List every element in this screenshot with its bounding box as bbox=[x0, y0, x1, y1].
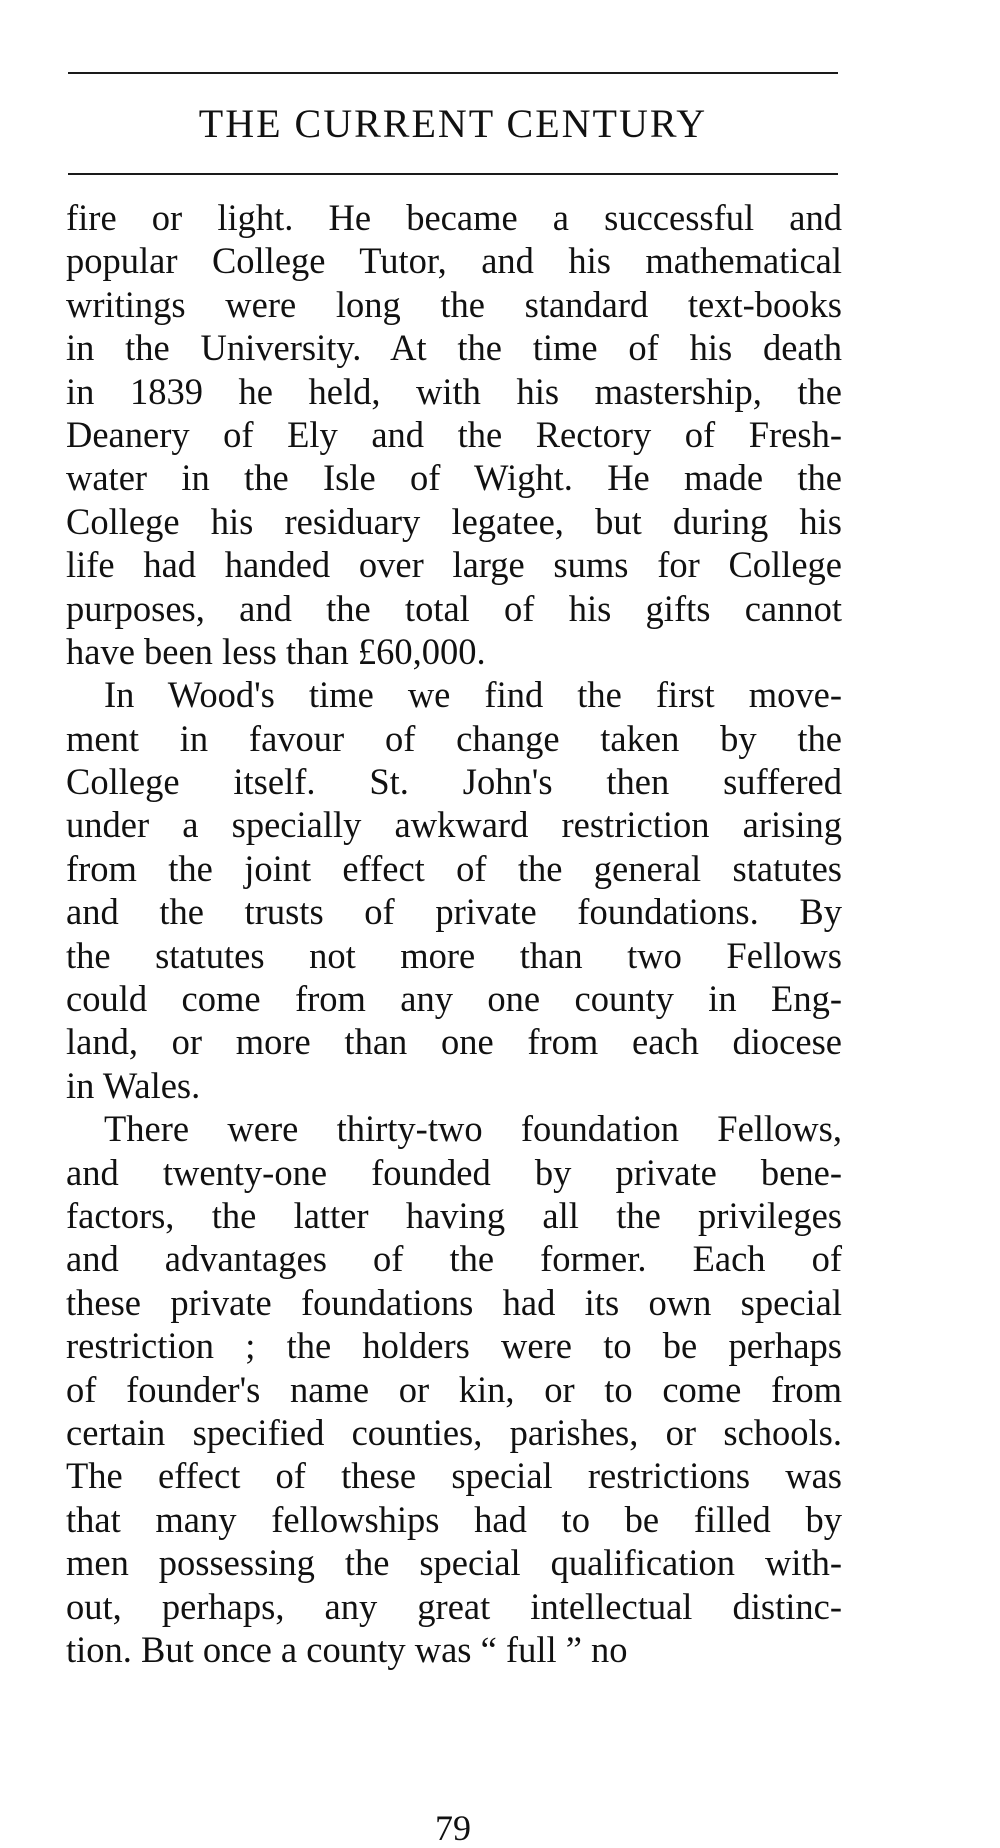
text-line: popular College Tutor, and his mathematical bbox=[66, 240, 842, 282]
text-line: ment in favour of change taken by the bbox=[66, 717, 842, 759]
header-rule-top bbox=[68, 72, 838, 74]
running-head: THE CURRENT CENTURY bbox=[198, 101, 708, 146]
text-line: tion. But once a county was “ full ” no bbox=[66, 1628, 628, 1670]
paragraph bbox=[66, 673, 842, 1107]
text-line: water in the Isle of Wight. He made the bbox=[66, 457, 842, 499]
text-line: out, perhaps, any great intellectual distinc- bbox=[66, 1585, 842, 1627]
text-line: from the joint effect of the general statutes bbox=[66, 847, 842, 889]
text-line: College his residuary legatee, but during his bbox=[66, 500, 842, 542]
page-number: 79 bbox=[435, 1808, 471, 1848]
header-rule-bottom bbox=[68, 173, 838, 175]
text-line: that many fellowships had to be filled by bbox=[66, 1498, 842, 1540]
text-line: fire or light. He became a successful and bbox=[66, 197, 842, 238]
text-line: land, or more than one from each diocese bbox=[66, 1021, 842, 1063]
paragraph bbox=[66, 196, 842, 673]
text-line: in Wales. bbox=[66, 1064, 201, 1106]
text-line: under a specially awkward restriction arising bbox=[66, 804, 842, 846]
text-line: have been less than £60,000. bbox=[66, 630, 486, 672]
text-line: men possessing the special qualification with- bbox=[66, 1542, 842, 1584]
text-line: In Wood's time we find the first move- bbox=[104, 674, 842, 716]
text-line: could come from any one county in Eng- bbox=[66, 978, 842, 1020]
text-line: College itself. St. John's then suffered bbox=[66, 761, 842, 803]
text-line: in 1839 he held, with his mastership, the bbox=[66, 370, 842, 412]
text-line: in the University. At the time of his death bbox=[66, 327, 842, 369]
text-line: and the trusts of private foundations. By bbox=[66, 891, 842, 933]
text-line: purposes, and the total of his gifts cannot bbox=[66, 587, 842, 629]
paragraph bbox=[66, 1107, 842, 1671]
text-line: The effect of these special restrictions was bbox=[66, 1455, 842, 1497]
text-line: the statutes not more than two Fellows bbox=[66, 934, 842, 976]
text-line: certain specified counties, parishes, or schools. bbox=[66, 1411, 842, 1453]
text-line: these private foundations had its own special bbox=[66, 1281, 842, 1323]
text-line: There were thirty-two foundation Fellows, bbox=[104, 1108, 842, 1150]
text-line: and twenty-one founded by private bene- bbox=[66, 1151, 842, 1193]
text-line: of founder's name or kin, or to come from bbox=[66, 1368, 842, 1410]
text-line: factors, the latter having all the privileges bbox=[66, 1194, 842, 1236]
text-line: writings were long the standard text-books bbox=[66, 283, 842, 325]
text-line: life had handed over large sums for College bbox=[66, 544, 842, 586]
text-line: restriction ; the holders were to be perhaps bbox=[66, 1325, 842, 1367]
text-line: Deanery of Ely and the Rectory of Fresh- bbox=[66, 413, 842, 455]
text-line: and advantages of the former. Each of bbox=[66, 1238, 842, 1280]
body-text bbox=[66, 196, 842, 1671]
